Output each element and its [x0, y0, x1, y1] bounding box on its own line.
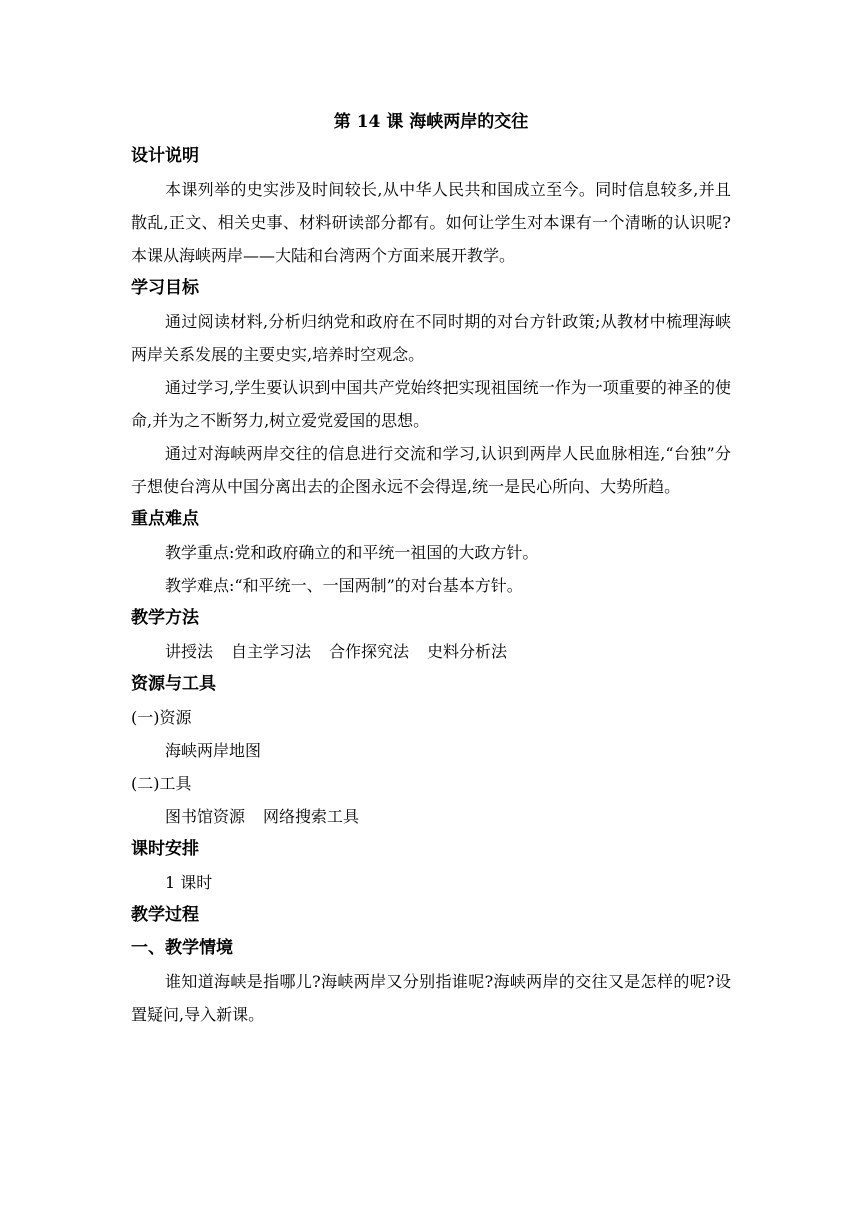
- methods-list: [131, 635, 731, 668]
- teaching-focus: 教学重点:党和政府确立的和平统一祖国的大政方针。: [165, 543, 539, 562]
- method-item: 史料分析法: [427, 642, 508, 661]
- schedule-text: 1 课时: [165, 873, 213, 892]
- method-item: 自主学习法: [231, 642, 312, 661]
- design-paragraph: 本课列举的史实涉及时间较长,从中华人民共和国成立至今。同时信息较多,并且散乱,正文、相关史事、材料研读部分都有。如何让学生对本课有一个清晰的认识呢?本课从海峡两岸——大陆和台湾两个方面来展开教学。: [131, 180, 731, 265]
- resources-label: (一)资源: [131, 708, 192, 727]
- tools-label: (二)工具: [131, 774, 192, 793]
- resources-item: 海峡两岸地图: [165, 741, 262, 760]
- lesson-title: 第 14 课 海峡两岸的交往: [333, 112, 529, 132]
- key-points-heading: 重点难点: [131, 509, 199, 529]
- methods-heading: 教学方法: [131, 608, 199, 628]
- teaching-difficulty: 教学难点:“和平统一、一国两制”的对台基本方针。: [165, 576, 523, 595]
- goal-paragraph-3: 通过对海峡两岸交往的信息进行交流和学习,认识到两岸人民血脉相连,“台独”分子想使台湾从中国分离出去的企图永远不会得逞,统一是民心所向、大势所趋。: [131, 444, 731, 496]
- method-item: 讲授法: [165, 642, 214, 661]
- process-section-1-text: 谁知道海峡是指哪儿?海峡两岸又分别指谁呢?海峡两岸的交往又是怎样的呢?设置疑问,导入新课。: [131, 972, 731, 1024]
- method-item: 合作探究法: [329, 642, 410, 661]
- goal-paragraph-1: 通过阅读材料,分析归纳党和政府在不同时期的对台方针政策;从教材中梳理海峡两岸关系发展的主要史实,培养时空观念。: [131, 312, 731, 364]
- tool-item: 网络搜索工具: [263, 807, 360, 826]
- document-page: [131, 108, 731, 1031]
- design-heading: 设计说明: [131, 146, 199, 166]
- process-section-1-heading: 一、教学情境: [131, 938, 233, 958]
- process-heading: 教学过程: [131, 905, 199, 925]
- tool-item: 图书馆资源: [165, 807, 246, 826]
- schedule-heading: 课时安排: [131, 839, 199, 859]
- resources-heading: 资源与工具: [131, 674, 216, 694]
- goal-paragraph-2: 通过学习,学生要认识到中国共产党始终把实现祖国统一作为一项重要的神圣的使命,并为之不断努力,树立爱党爱国的思想。: [131, 378, 731, 430]
- goals-heading: 学习目标: [131, 278, 199, 298]
- tools-list: [131, 800, 731, 833]
